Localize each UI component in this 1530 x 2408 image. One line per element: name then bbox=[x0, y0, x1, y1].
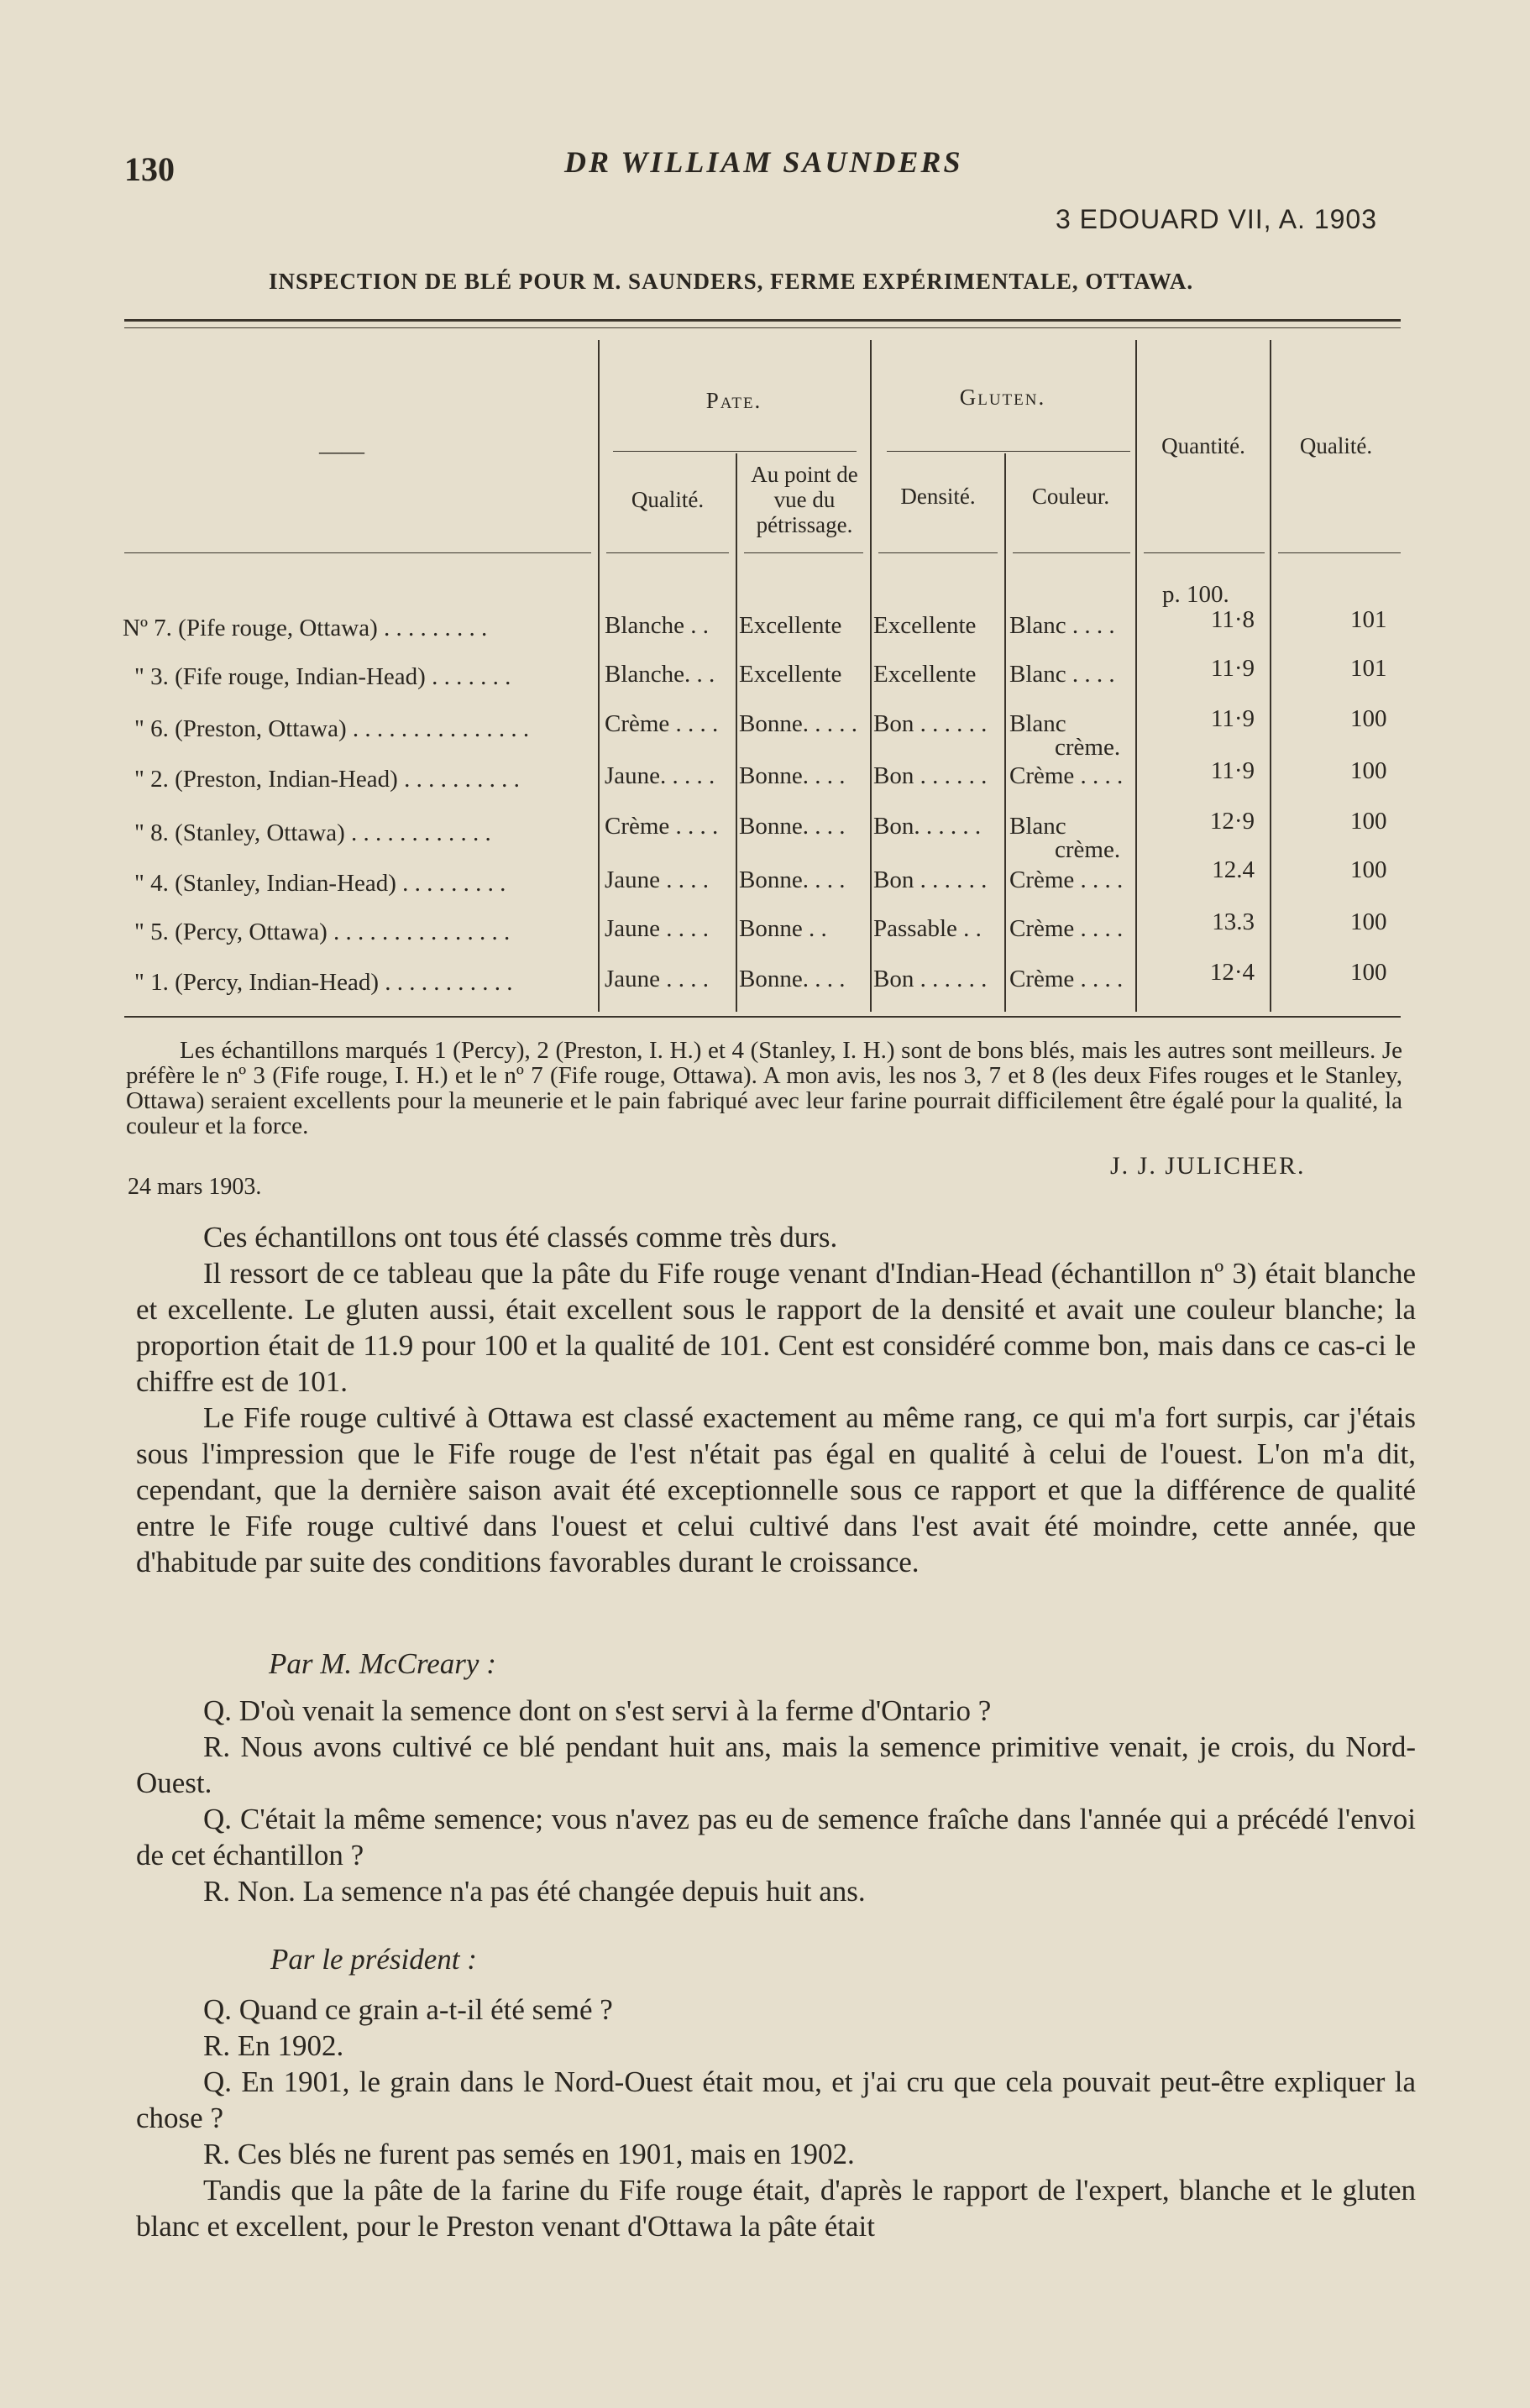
row-densite: Bon . . . . . . bbox=[873, 710, 988, 737]
note-date: 24 mars 1903. bbox=[128, 1174, 262, 1200]
row-quantite: 11·9 bbox=[1210, 655, 1255, 682]
column-divider bbox=[736, 453, 737, 1012]
table-title: INSPECTION DE BLÉ POUR M. SAUNDERS, FERME EXPÉRIMENTALE, OTTAWA. bbox=[269, 269, 1194, 294]
answer: R. Ces blés ne furent pas semés en 1901, mais en 1902. bbox=[203, 2138, 855, 2170]
row-label: " 5. (Percy, Ottawa) . . . . . . . . . . . . . . . bbox=[134, 919, 511, 945]
row-label: " 4. (Stanley, Indian-Head) . . . . . . . . . bbox=[134, 870, 506, 897]
row-qualite: 100 bbox=[1350, 705, 1387, 732]
paragraph: Le Fife rouge cultivé à Ottawa est classé exactement au même rang, ce qui m'a fort surpis, car j'étais sous l'impression que le Fife rouge de l'est n'était pas égal en qualité à celui de l'ouest. L'on m'a dit, cependant, que la dernière saison avait été exceptionnelle sous ce rapport et que la différence de qualité entre le Fife rouge cultivé dans l'ouest et celui cultivé dans l'est avait été moindre, cette année, que d'habitude par suite des conditions favorables durant le croissance. bbox=[136, 1401, 1416, 1578]
row-petrissage: Bonne. . . . . bbox=[739, 710, 857, 737]
unit-label: p. 100. bbox=[1162, 581, 1229, 608]
row-couleur: Blanc . . . . bbox=[1009, 661, 1115, 688]
column-divider bbox=[870, 340, 872, 1012]
question: Q. C'était la même semence; vous n'avez pas eu de semence fraîche dans l'année qui a précédé l'envoi de cet échantillon ? bbox=[136, 1803, 1416, 1871]
note-signature: J. J. JULICHER. bbox=[1110, 1152, 1306, 1180]
answer: R. En 1902. bbox=[203, 2029, 344, 2062]
row-petrissage: Bonne. . . . bbox=[739, 966, 846, 992]
question: Q. D'où venait la semence dont on s'est servi à la ferme d'Ontario ? bbox=[203, 1694, 992, 1727]
header-couleur: Couleur. bbox=[1031, 484, 1110, 509]
row-quantite: 13.3 bbox=[1212, 908, 1255, 935]
row-pate-qualite: Blanche. . . bbox=[605, 661, 715, 688]
row-label: " 1. (Percy, Indian-Head) . . . . . . . . . . . bbox=[134, 969, 513, 996]
row-pate-qualite: Crème . . . . bbox=[605, 710, 719, 737]
header-rule bbox=[878, 552, 998, 553]
row-densite: Bon . . . . . . bbox=[873, 762, 988, 789]
question: Q. En 1901, le grain dans le Nord-Ouest était mou, et j'ai cru que cela pouvait peut-être expliquer la chose ? bbox=[136, 2065, 1416, 2134]
header-rule bbox=[1144, 552, 1265, 553]
running-head: DR WILLIAM SAUNDERS bbox=[564, 145, 963, 179]
answer: R. Non. La semence n'a pas été changée depuis huit ans. bbox=[203, 1875, 866, 1908]
header-pate: Pate. bbox=[705, 388, 762, 413]
row-densite: Excellente bbox=[873, 612, 977, 639]
row-petrissage: Bonne. . . . bbox=[739, 762, 846, 789]
header-rule bbox=[744, 552, 863, 553]
row-quantite: 12.4 bbox=[1212, 856, 1255, 883]
table-top-rule bbox=[124, 319, 1401, 322]
column-divider bbox=[1004, 453, 1006, 1012]
row-quantite: 11·8 bbox=[1210, 606, 1255, 633]
row-petrissage: Bonne. . . . bbox=[739, 866, 846, 893]
row-densite: Excellente bbox=[873, 661, 977, 688]
header-qualite: Qualité. bbox=[1299, 433, 1373, 458]
row-petrissage: Bonne . . bbox=[739, 915, 827, 942]
row-densite: Passable . . bbox=[873, 915, 982, 942]
expert-note bbox=[126, 1038, 1402, 1139]
row-qualite: 100 bbox=[1350, 757, 1387, 784]
row-quantite: 12·9 bbox=[1209, 808, 1255, 835]
row-petrissage: Excellente bbox=[739, 612, 842, 639]
row-couleur: Crème . . . . bbox=[1009, 915, 1124, 942]
header-rule bbox=[606, 552, 729, 553]
paragraph: Ces échantillons ont tous été classés comme très durs. bbox=[203, 1221, 838, 1254]
header-rule bbox=[1278, 552, 1401, 553]
row-couleur: Crème . . . . bbox=[1009, 762, 1124, 789]
row-quantite: 11·9 bbox=[1210, 757, 1255, 784]
question: Q. Quand ce grain a-t-il été semé ? bbox=[203, 1993, 613, 2026]
row-petrissage: Bonne. . . . bbox=[739, 813, 846, 840]
row-couleur: Crème . . . . bbox=[1009, 966, 1124, 992]
row-pate-qualite: Jaune. . . . . bbox=[605, 762, 715, 789]
speaker-heading: Par M. McCreary : bbox=[269, 1647, 496, 1680]
row-densite: Bon . . . . . . bbox=[873, 866, 988, 893]
row-qualite: 101 bbox=[1350, 606, 1387, 633]
row-densite: Bon . . . . . . bbox=[873, 966, 988, 992]
row-label: Nº 7. (Pife rouge, Ottawa) . . . . . . . . . bbox=[123, 615, 488, 641]
row-qualite: 100 bbox=[1350, 908, 1387, 935]
header-rule bbox=[1013, 552, 1130, 553]
row-label: " 3. (Fife rouge, Indian-Head) . . . . . . . bbox=[134, 663, 511, 690]
header-gluten: Gluten. bbox=[959, 385, 1046, 410]
paragraph: Tandis que la pâte de la farine du Fife rouge était, d'après le rapport de l'expert, blanche et le gluten blanc et excellent, pour le Preston venant d'Ottawa la pâte était bbox=[136, 2174, 1416, 2243]
table-top-rule-thin bbox=[124, 327, 1401, 328]
row-label: " 2. (Preston, Indian-Head) . . . . . . . . . . bbox=[134, 766, 520, 793]
row-qualite: 101 bbox=[1350, 655, 1387, 682]
row-couleur: Blanc bbox=[1009, 710, 1066, 737]
note-paragraph: Les échantillons marqués 1 (Percy), 2 (Preston, I. H.) et 4 (Stanley, I. H.) sont de bons blés, mais les autres sont meilleurs. Je préfère le nº 3 (Fife rouge, I. H.) et le nº 7 (Fife rouge, Ottawa). A mon avis, les nos 3, 7 et 8 (les deux Fifes rouges et le Stanley, Ottawa) seraient excellents pour la meunerie et le pain fabriqué avec leur farine pourrait difficilement être égalé pour la qualité, la couleur et la force. bbox=[126, 1037, 1402, 1139]
row-couleur: Crème . . . . bbox=[1009, 866, 1124, 893]
paragraph: Il ressort de ce tableau que la pâte du Fife rouge venant d'Indian-Head (échantillon nº 3) était blanche et excellente. Le gluten aussi, était excellent sous le rapport de la densité et avait une couleur blanche; la proportion était de 11.9 pour 100 et la qualité de 101. Cent est considéré comme bon, mais dans ce cas-ci le chiffre est de 101. bbox=[136, 1257, 1416, 1398]
column-divider bbox=[598, 340, 600, 1012]
page-number: 130 bbox=[124, 150, 175, 188]
row-densite: Bon. . . . . . bbox=[873, 813, 982, 840]
header-pate-qualite: Qualité. bbox=[631, 487, 705, 512]
header-quantite: Quantité. bbox=[1161, 433, 1245, 458]
row-couleur-line2: crème. bbox=[1055, 734, 1121, 761]
dialogue-block bbox=[136, 1693, 1416, 1909]
row-couleur: Blanc bbox=[1009, 813, 1066, 840]
row-qualite: 100 bbox=[1350, 808, 1387, 835]
row-pate-qualite: Jaune . . . . bbox=[605, 915, 710, 942]
row-quantite: 11·9 bbox=[1210, 705, 1255, 732]
header-rule bbox=[124, 552, 591, 553]
stub-dash: —— bbox=[319, 438, 364, 463]
row-qualite: 100 bbox=[1350, 959, 1387, 986]
session-label: 3 EDOUARD VII, A. 1903 bbox=[1055, 204, 1377, 234]
group-rule-gluten bbox=[887, 451, 1130, 452]
answer: R. Nous avons cultivé ce blé pendant huit ans, mais la semence primitive venait, je crois, du Nord-Ouest. bbox=[136, 1730, 1416, 1799]
header-petrissage: Au point de vue du pétrissage. bbox=[751, 462, 858, 537]
group-rule-pate bbox=[613, 451, 857, 452]
row-pate-qualite: Jaune . . . . bbox=[605, 866, 710, 893]
row-pate-qualite: Blanche . . bbox=[605, 612, 710, 639]
table-bottom-rule bbox=[124, 1016, 1401, 1018]
row-quantite: 12·4 bbox=[1209, 959, 1255, 986]
row-couleur: Blanc . . . . bbox=[1009, 612, 1115, 639]
row-couleur-line2: crème. bbox=[1055, 836, 1121, 863]
row-label: " 8. (Stanley, Ottawa) . . . . . . . . . . . . bbox=[134, 819, 491, 846]
speaker-heading: Par le président : bbox=[270, 1943, 477, 1976]
row-pate-qualite: Jaune . . . . bbox=[605, 966, 710, 992]
header-densite: Densité. bbox=[900, 484, 976, 509]
row-pate-qualite: Crème . . . . bbox=[605, 813, 719, 840]
body-text bbox=[136, 1219, 1416, 1580]
dialogue-block bbox=[136, 1992, 1416, 2244]
row-qualite: 100 bbox=[1350, 856, 1387, 883]
row-petrissage: Excellente bbox=[739, 661, 842, 688]
row-label: " 6. (Preston, Ottawa) . . . . . . . . . . . . . . . bbox=[134, 715, 530, 742]
